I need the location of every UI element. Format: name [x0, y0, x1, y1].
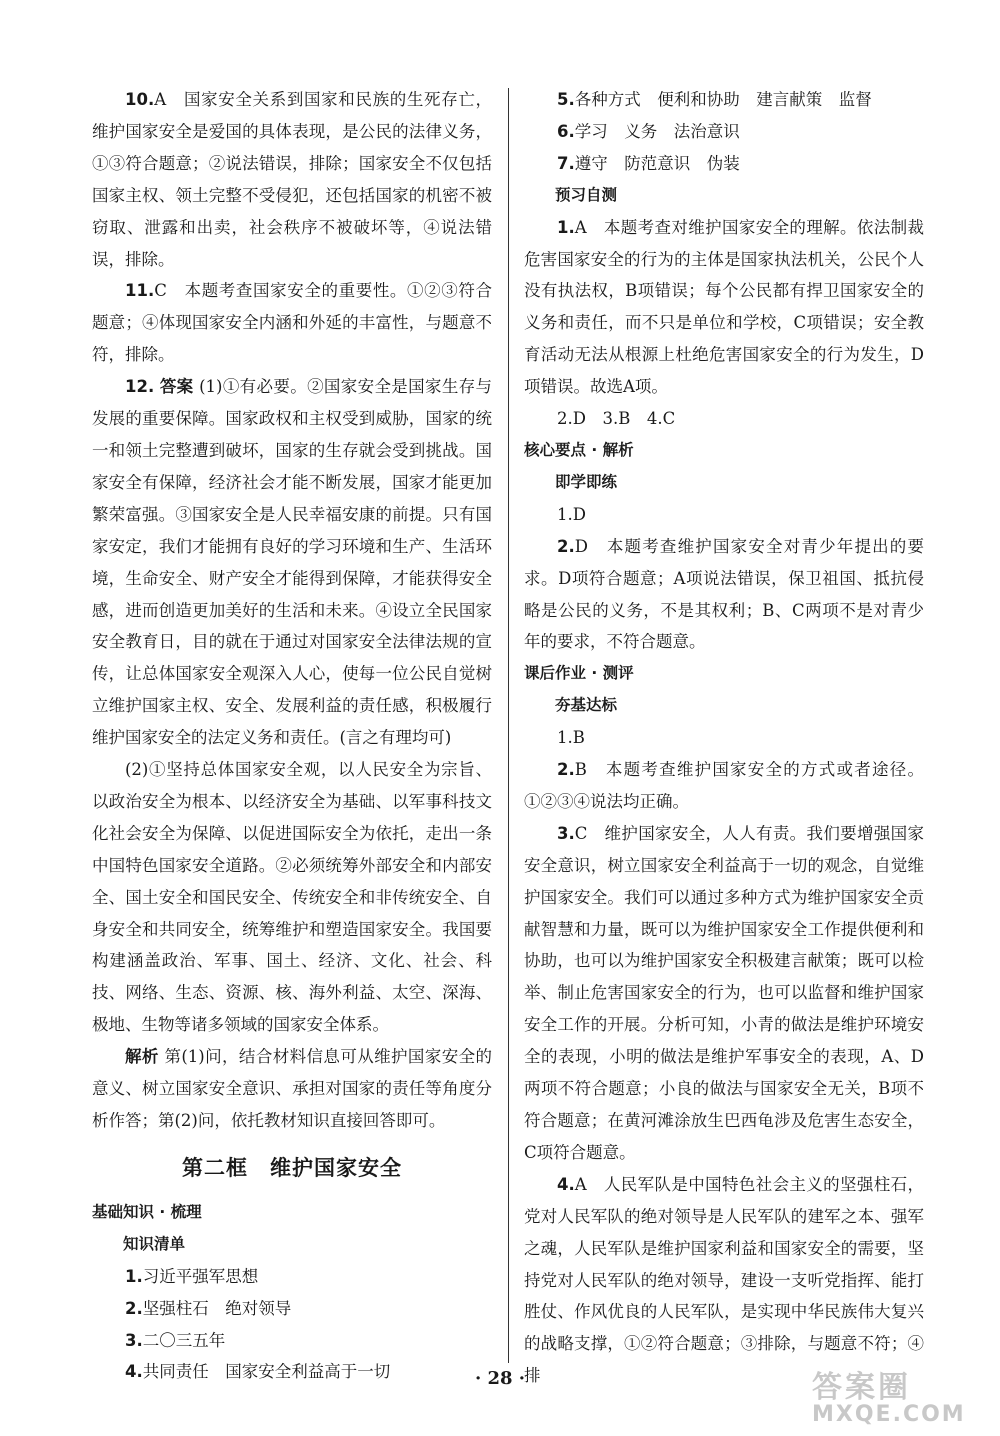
column-divider	[508, 88, 509, 1363]
knowledge-item-1: 1.习近平强军思想	[125, 1266, 259, 1286]
knowledge-item-2: 2.坚强柱石 绝对领导	[125, 1298, 292, 1318]
basic-knowledge-heading: 基础知识 · 梳理	[92, 1202, 202, 1221]
left-column	[92, 84, 492, 1388]
knowledge-item-7: 7.遵守 防范意识 伪装	[557, 153, 740, 173]
homework-answer-2: 2.B 本题考查维护国家安全的方式或者途径。①②③④说法均正确。	[524, 760, 924, 811]
preview-answers-2-4: 2.D 3.B 4.C	[557, 409, 676, 429]
knowledge-item-5: 5.各种方式 便利和协助 建言献策 监督	[557, 90, 872, 109]
knowledge-item-6: 6.学习 义务 法治意识	[557, 121, 740, 141]
section-title: 第二框 维护国家安全	[182, 1155, 402, 1180]
answer-11: 11.C 本题考查国家安全的重要性。①②③符合题意；④体现国家安全内涵和外延的丰富性，与题意不符，排除。	[92, 281, 492, 365]
practice-answer-2: 2.D 本题考查维护国家安全对青少年提出的要求。D项符合题意；A项说法错误，保卫祖国、抵抗侵略是公民的义务，不是其权利；B、C两项不是对青少年的要求，不符合题意。	[524, 536, 924, 652]
homework-answer-4: 4.A 人民军队是中国特色社会主义的坚强柱石，党对人民军队的绝对领导是人民军队的建军之本、强军之魂，人民军队是维护国家利益和国家安全的需要，坚持党对人民军队的绝对领导，建设一支听党指挥、能打胜仗、作风优良的人民军队，是实现中华民族伟大复兴的战略支撑，①②符合题意；③排除，与题意不符；④排	[524, 1174, 924, 1386]
preview-test-heading: 预习自测	[555, 185, 618, 204]
foundation-heading: 夯基达标	[555, 696, 618, 715]
knowledge-item-4: 4.共同责任 国家安全利益高于一切	[125, 1362, 391, 1382]
knowledge-list-heading: 知识清单	[123, 1234, 186, 1253]
watermark-top: 答案圈	[812, 1370, 911, 1405]
analysis-paragraph: 解析 第(1)问，结合材料信息可从维护国家安全的意义、树立国家安全意识、承担对国家的责任等角度分析作答；第(2)问，依托教材知识直接回答即可。	[92, 1047, 493, 1130]
practice-heading: 即学即练	[555, 472, 618, 491]
practice-answer-1: 1.D	[557, 504, 586, 524]
homework-answer-1: 1.B	[557, 728, 585, 748]
answer-10: 10.A 国家安全关系到国家和民族的生死存亡，维护国家安全是爱国的具体表现，是公民的法律义务，①③符合题意；②说法错误，排除；国家安全不仅包括国家主权、领土完整不受侵犯，还包括国家的机密不被窃取、泄露和出卖，社会秩序不被破坏等，④说法错误，排除。	[92, 90, 492, 269]
homework-answer-3: 3.C 维护国家安全，人人有责。我们要增强国家安全意识，树立国家安全利益高于一切的观念，自觉维护国家安全。我们可以通过多种方式为维护国家安全贡献智慧和力量，既可以为维护国家安全工作提供便利和协助，也可以为维护国家安全积极建言献策；既可以检举、制止危害国家安全的行为，也可以监督和维护国家安全工作的开展。分析可知，小青的做法是维护环境安全的表现，小明的做法是维护军事安全的表现，A、D两项不符合题意；小良的做法与国家安全无关，B项不符合题意；在黄河滩涂放生巴西龟涉及危害生态安全，C项符合题意。	[524, 823, 924, 1162]
watermark-logo	[812, 1362, 982, 1427]
core-points-heading: 核心要点 · 解析	[524, 440, 634, 459]
answer-12-part-1: 12. 答案 (1)①有必要。②国家安全是国家生存与发展的重要保障。国家政权和主权受到威胁，国家的统一和领土完整遭到破坏，国家的生存就会受到挑战。国家安全有保障，经济社会才能不断发展，国家才能更加繁荣富强。③国家安全是人民幸福安康的前提。只有国家安定，我们才能拥有良好的学习环境和生产、生活环境，生命安全、财产安全才能得到保障，才能获得安全感，进而创造更加美好的生活和未来。④设立全民国家安全教育日，目的就在于通过对国家安全法律法规的宣传，让总体国家安全观深入人心，使每一位公民自觉树立维护国家主权、安全、发展利益的责任感，积极履行维护国家安全的法定义务和责任。(言之有理均可)	[92, 377, 493, 748]
right-column	[524, 84, 924, 1392]
watermark-bottom: MXQE.COM	[812, 1402, 966, 1427]
preview-answer-1: 1.A 本题考查对维护国家安全的理解。依法制裁危害国家安全的行为的主体是国家执法机关，公民个人没有执法权，B项错误；每个公民都有捍卫国家安全的义务和责任，而不只是单位和学校，C项错误；安全教育活动无法从根源上杜绝危害国家安全的行为发生，D项错误。故选A项。	[524, 217, 924, 397]
page-number: · 28 ·	[474, 1368, 526, 1389]
answer-12-part-2: (2)①坚持总体国家安全观，以人民安全为宗旨、以政治安全为根本、以经济安全为基础、以军事科技文化社会安全为保障、以促进国际安全为依托，走出一条中国特色国家安全道路。②必须统筹外部安全和内部安全、国土安全和国民安全、传统安全和非传统安全、自身安全和共同安全，统筹维护和塑造国家安全。我国要构建涵盖政治、军事、国土、经济、文化、社会、科技、网络、生态、资源、核、海外利益、太空、深海、极地、生物等诸多领域的国家安全体系。	[92, 760, 492, 1035]
knowledge-item-3: 3.二〇三五年	[125, 1330, 226, 1350]
homework-heading: 课后作业 · 测评	[524, 664, 634, 683]
